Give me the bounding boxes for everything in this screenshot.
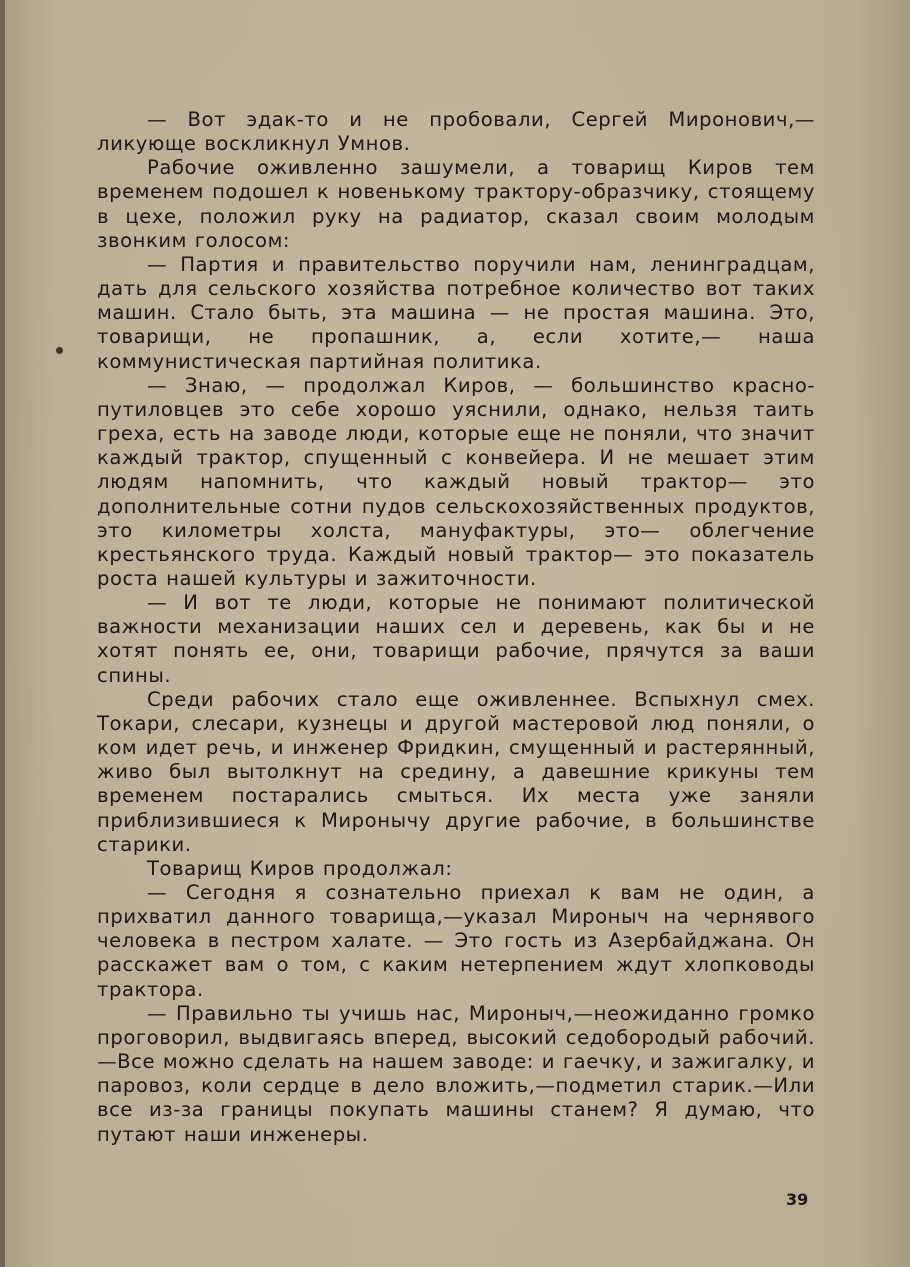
paragraph: Рабочие оживленно зашумели, а товарищ Киров тем временем подошел к новенькому трактору-образчику, стоящему в цехе, положил руку на радиатор, сказал своим молодым звонким голосом:	[97, 156, 815, 252]
paragraph: — Сегодня я сознательно приехал к вам не один, а прихватил данного товарища,—указал Мироныч на чернявого человека в пестром халате. — Это гость из Азербайджана. Он расскажет вам о том, с каким нетерпением ждут хлопководы трактора.	[97, 881, 815, 1001]
page-number: 39	[786, 1190, 809, 1209]
paragraph: Среди рабочих стало еще оживленнее. Вспыхнул смех. Токари, слесари, кузнецы и другой мастеровой люд поняли, о ком идет речь, и инженер Фридкин, смущенный и растерянный, живо был вытолкнут на средину, а давешние крикуны тем временем постарались смыться. Их места уже заняли приблизившиеся к Миронычу другие рабочие, в большинстве старики.	[97, 687, 815, 856]
paragraph: — Партия и правительство поручили нам, ленинградцам, дать для сельского хозяйства потребное количество вот таких машин. Стало быть, эта машина — не простая машина. Это, товарищи, не пропашник, а, если хотите,— наша коммунистическая партийная политика.	[97, 252, 815, 373]
paragraph: — Вот эдак-то и не пробовали, Сергей Миронович,— ликующе воскликнул Умнов.	[97, 108, 815, 156]
page-text	[97, 108, 815, 1147]
ink-speck	[56, 347, 63, 354]
paragraph: — И вот те люди, которые не понимают политической важности механизации наших сел и деревень, как бы и не хотят понять ее, они, товарищи рабочие, прячутся за ваши спины.	[97, 591, 815, 687]
paragraph: — Знаю, — продолжал Киров, — большинство красно-путиловцев это себе хорошо уяснили, однако, нельзя таить греха, есть на заводе люди, которые еще не поняли, что значит каждый трактор, спущенный с конвейера. И не мешает этим людям напомнить, что каждый новый трактор— это дополнительные сотни пудов сельскохозяйственных продуктов, это километры холста, мануфактуры, это— облегчение крестьянского труда. Каждый новый трактор— это показатель роста нашей культуры и зажиточности.	[97, 373, 815, 590]
paragraph: Товарищ Киров продолжал:	[147, 856, 453, 880]
paragraph: — Правильно ты учишь нас, Мироныч,—неожиданно громко проговорил, выдвигаясь вперед, высокий седобородый рабочий.—Все можно сделать на нашем заводе: и гаечку, и зажигалку, и паровоз, коли сердце в дело вложить,—подметил старик.—Или все из-за границы покупать машины станем? Я думаю, что путают наши инженеры.	[97, 1001, 815, 1146]
page-edge	[0, 0, 5, 1267]
